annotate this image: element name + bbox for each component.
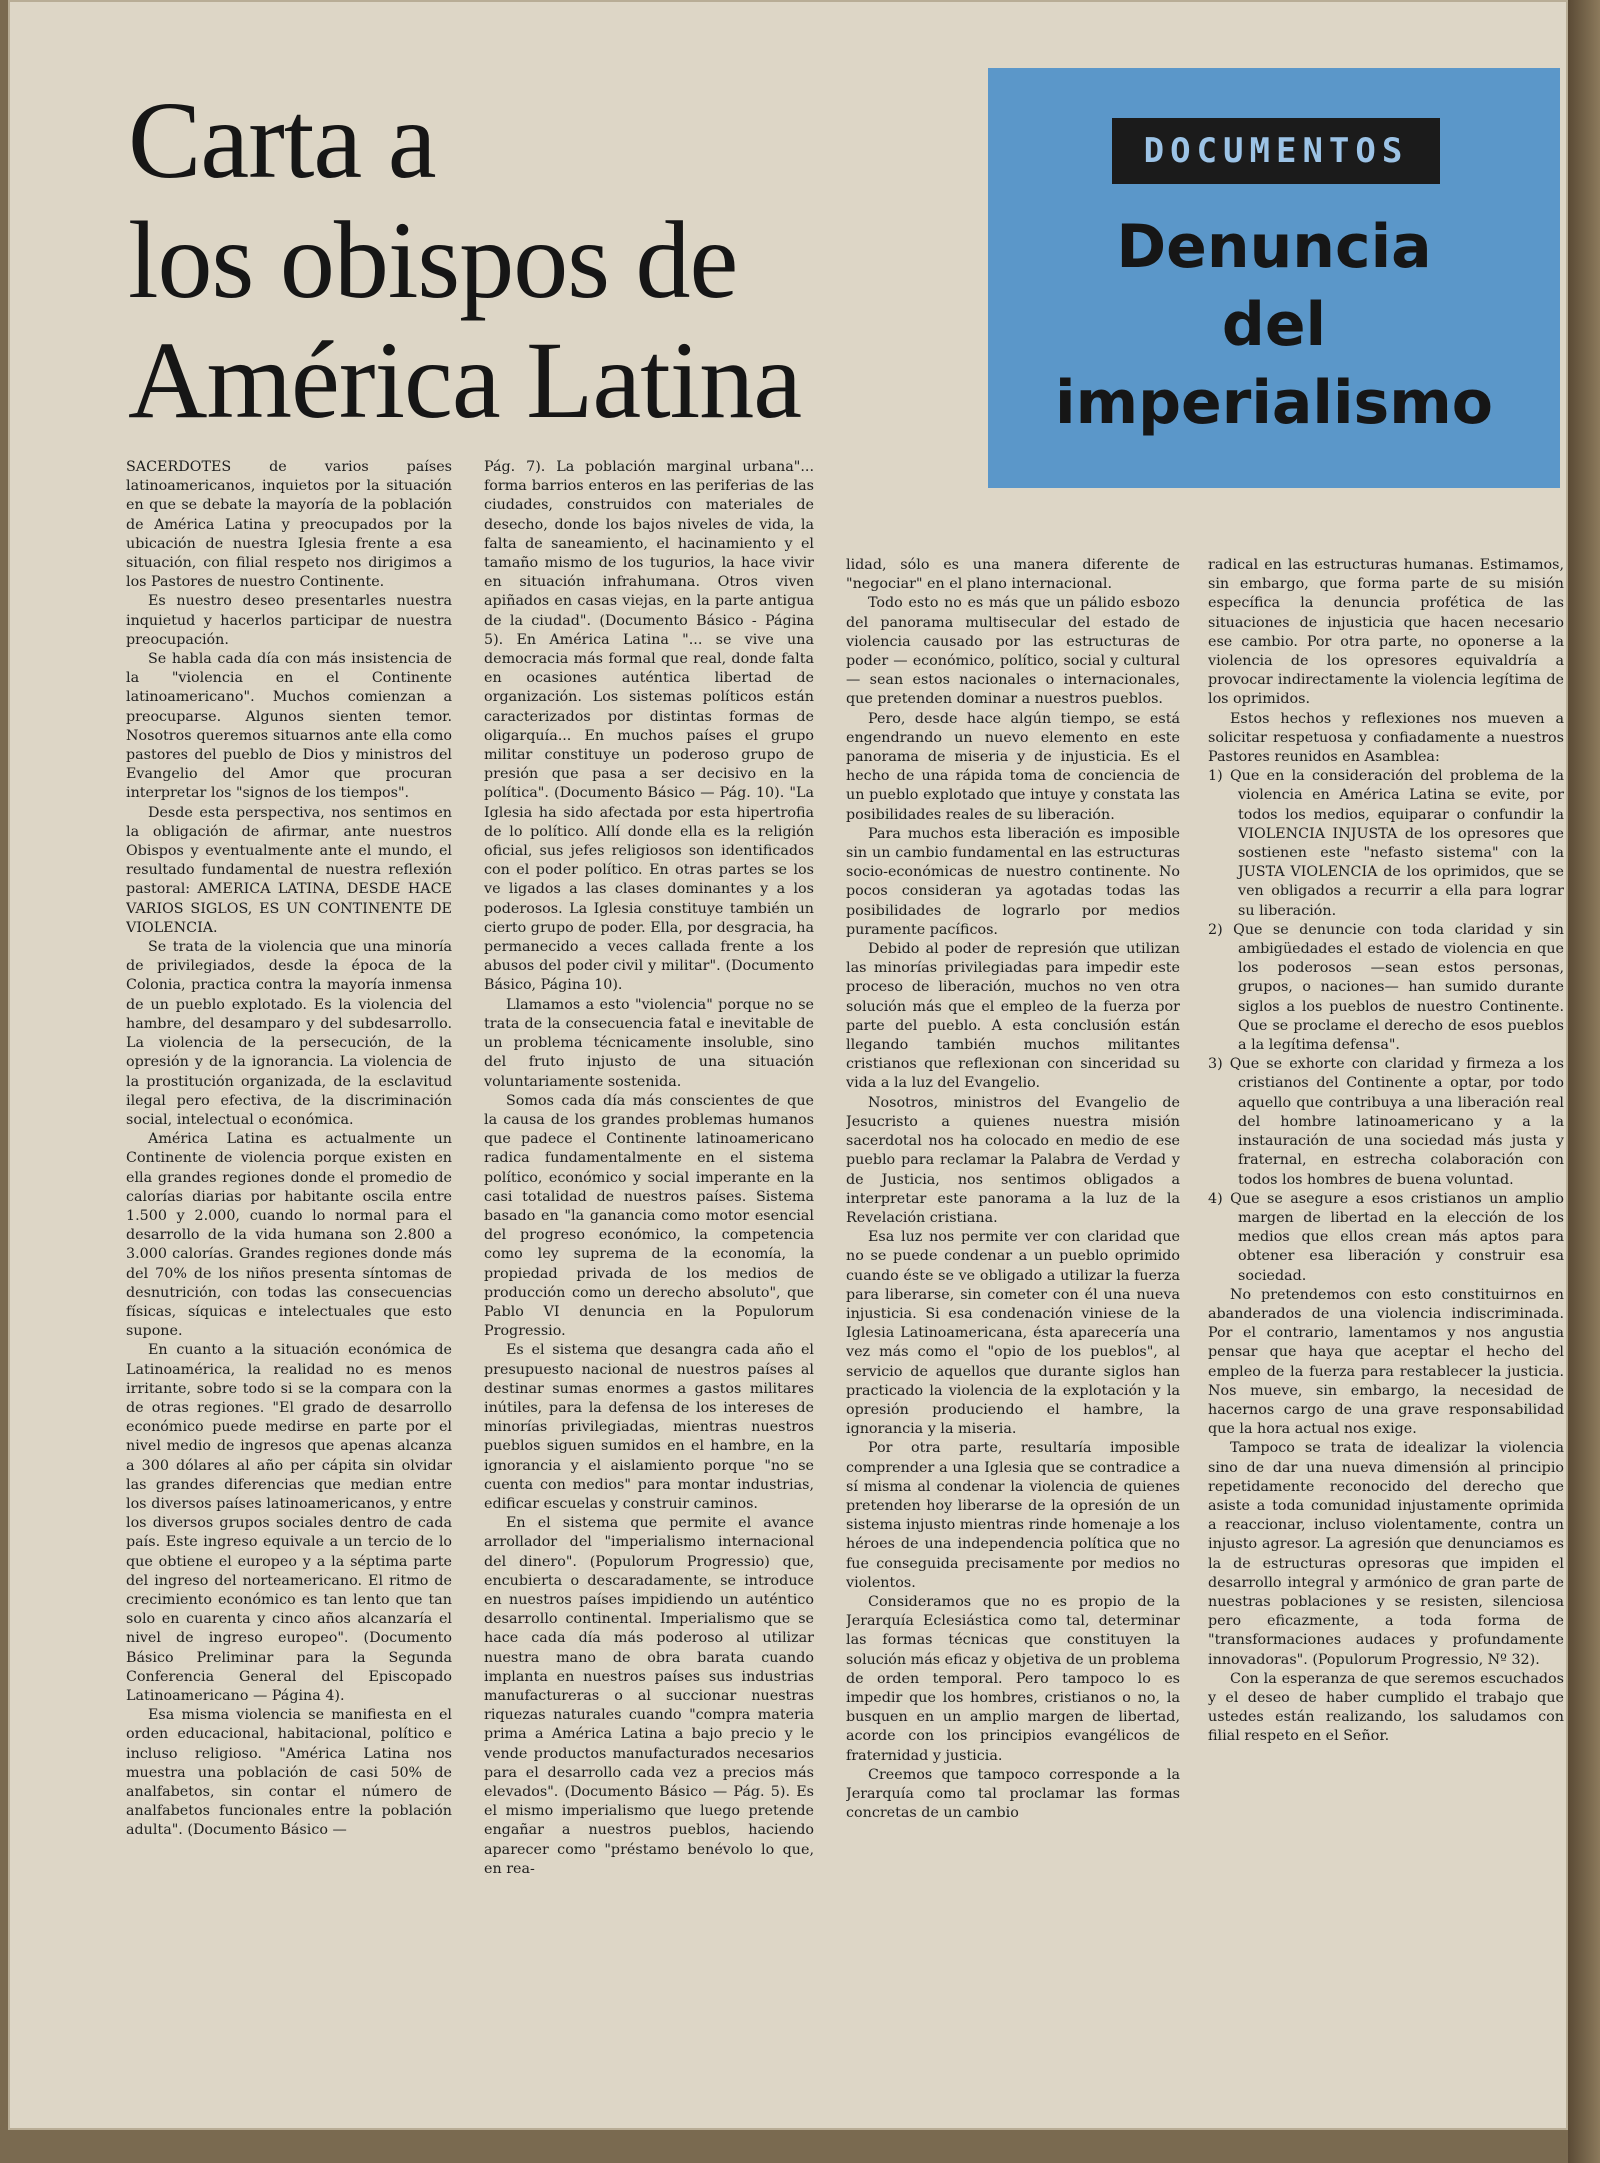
binding-spine [1568,0,1600,2163]
paragraph: Por otra parte, resultaría imposible comprender a una Iglesia que se contradice a sí misma al condenar la violencia de quienes pretenden hoy liberarse de la opresión de un sistema injusto mientras rinde homenaje a los héroes de una independencia política que no fue conseguida precisamente por medios no violentos. [846,1440,1180,1591]
article-title-line: Carta a [128,79,436,201]
article-title-line: los obispos de [128,199,738,321]
paragraph: No pretendemos con esto constituirnos en abanderados de una violencia indiscriminada. Por el contrario, lamentamos y nos angustia pensar que haya que aceptar el hecho del empleo de la fuerza para restablecer la justicia. Nos mueve, sin embargo, la necesidad de hacernos cargo de una grave responsabilidad que la hora actual nos exige. [1208,1286,1564,1438]
paragraph: Creemos que tampoco corresponde a la Jerarquía como tal proclamar las formas concretas de un cambio [846,1766,1180,1822]
text-column-3 [846,556,1180,1980]
paragraph: Pág. 7). La población marginal urbana"... forma barrios enteros en las periferias de las ciudades, construidos con materiales de desecho, donde los bajos niveles de vida, la falta de saneamiento, el hacinamiento y el tamaño mismo de los tugurios, la hace vivir en situación infrahumana. Otros viven apiñados en casas viejas, en la parte antigua de la ciudad". (Documento Básico - Página 5). En América Latina "... se vive una democracia más formal que real, donde falta en ocasiones auténtica libertad de organización. Los sistemas políticos están caracterizados por distintas formas de oligarquía... En muchos países el grupo militar constituye un poderoso grupo de presión que pasa a ser decisivo en la política". (Documento Básico — Pág. 10). "La Iglesia ha sido afectada por esta hipertrofia de lo político. Allí donde ella es la religión oficial, sus jefes religiosos son identificados con el poder político. En otras partes se los ve ligados a las clases dominantes y a los poderosos. La Iglesia constituye también un cierto grupo de poder. Ella, por desgracia, ha permanecido a veces callada frente a los abusos del poder civil y militar". (Documento Básico, Página 10). [484,459,814,994]
article-title-line: América Latina [128,319,802,441]
paragraph: lidad, sólo es una manera diferente de "negociar" en el plano internacional. [846,557,1180,593]
numbered-request: 1) Que en la consideración del problema de la violencia en América Latina se evite, por todos los medios, equiparar o confundir la VIOLENCIA INJUSTA de los opresores que sostienen este "nefasto sistema" con la JUSTA VIOLENCIA de los oprimidos, que se ven obligados a recurrir a ella para lograr su liberación. [1208,768,1564,919]
paragraph: Todo esto no es más que un pálido esbozo del panorama multisecular del estado de violencia causado por las estructuras de poder — económico, político, social y cultural— sean estos nacionales o internacionales, que pretenden dominar a nuestros pueblos. [846,595,1180,708]
paragraph: Tampoco se trata de idealizar la violencia sino de dar una nueva dimensión al principio repetidamente reconocido del derecho que asiste a toda comunidad injustamente oprimida a reaccionar, incluso violentamente, contra un injusto agresor. La agresión que denunciamos es la de estructuras opresoras que impiden el desarrollo integral y armónico de gran parte de nuestras poblaciones y se resisten, silenciosa pero eficazmente, a toda forma de "transformaciones audaces y profundamente innovadoras". (Populorum Progressio, Nº 32). [1208,1440,1564,1668]
section-box [988,68,1560,488]
paragraph: Debido al poder de represión que utilizan las minorías privilegiadas para impedir este proceso de liberación, muchos no ven otra solución más que el empleo de la fuerza por parte del pueblo. A esta conclusión están llegando también muchos militantes cristianos que reflexionan con sinceridad su vida a la luz del Evangelio. [846,941,1180,1092]
paragraph: SACERDOTES de varios países latinoamericanos, inquietos por la situación en que se debate la mayoría de la población de América Latina y preocupados por la ubicación de nuestra Iglesia frente a esa situación, con filial respeto nos dirigimos a los Pastores de nuestro Continente. [126,459,452,591]
numbered-request: 2) Que se denuncie con toda claridad y sin ambigüedades el estado de violencia en que los poderosos —sean estos personas, grupos, o naciones— han sumido durante siglos a los pueblos de nuestro Continente. Que se proclame el derecho de esos pueblos a la legítima defensa". [1208,921,1564,1054]
paragraph: Se habla cada día con más insistencia de la "violencia en el Continente latinoamericano". Muchos comienzan a preocuparse. Algunos sienten temor. Nosotros queremos situarnos ante ella como pastores del pueblo de Dios y ministros del Evangelio del Amor que procuran interpretar los "signos de los tiempos". [126,651,452,802]
paragraph: Nosotros, ministros del Evangelio de Jesucristo a quienes nuestra misión sacerdotal nos ha colocado en medio de ese pueblo para reclamar la Palabra de Verdad y de Justicia, nos sentimos obligados a interpretar este panorama a la luz de la Revelación cristiana. [846,1094,1180,1226]
paragraph: Desde esta perspectiva, nos sentimos en la obligación de afirmar, ante nuestros Obispos y eventualmente ante el mundo, el resultado fundamental de nuestra reflexión pastoral: AMERICA LATINA, DESDE HACE VARIOS SIGLOS, ES UN CONTINENTE DE VIOLENCIA. [126,804,452,936]
paragraph: Es nuestro deseo presentarles nuestra inquietud y hacerlos participar de nuestra preocupación. [126,593,452,648]
text-column-2 [484,458,814,1978]
newspaper-page [8,0,1568,2130]
numbered-request: 3) Que se exhorte con claridad y firmeza a los cristianos del Continente a optar, por todo aquello que contribuya a una liberación real del hombre latinoamericano y a la instauración de una sociedad más justa y fraternal, en estrecha colaboración con todos los hombres de buena voluntad. [1208,1056,1564,1188]
paragraph: Se trata de la violencia que una minoría de privilegiados, desde la época de la Colonia, practica contra la mayoría inmensa de un pueblo explotado. Es la violencia del hambre, del desamparo y del subdesarrollo. La violencia de la persecución, de la opresión y de la ignorancia. La violencia de la prostitución organizada, de la esclavitud ilegal pero efectiva, de la discriminación social, intelectual o económica. [126,939,452,1128]
section-headline-line: Denuncia [1116,212,1432,282]
paragraph: Para muchos esta liberación es imposible sin un cambio fundamental en las estructuras socio-económicas de nuestro continente. No pocos consideran ya agotadas todas las posibilidades de lograrlo por medios puramente pacíficos. [846,825,1180,938]
numbered-request: 4) Que se asegure a esos cristianos un amplio margen de libertad en la elección de los medios que ellos crean más aptos para obtener esa liberación y construir esa sociedad. [1208,1190,1564,1284]
paragraph: América Latina es actualmente un Continente de violencia porque existen en ella grandes regiones donde el promedio de calorías diarias por habitante oscila entre 1.500 y 2.000, cuando lo normal para el desarrollo de la vida humana son 2.800 a 3.000 calorías. Grandes regiones donde más del 70% de los niños presenta síntomas de desnutrición, con todas las consecuencias físicas, síquicas e intelectuales que esto supone. [126,1131,452,1340]
paragraph: Esa luz nos permite ver con claridad que no se puede condenar a un pueblo oprimido cuando éste se ve obligado a utilizar la fuerza para liberarse, sin cometer con él una nueva injusticia. Si esa condenación viniese de la Iglesia Latinoamericana, ésta aparecería una vez más como el "opio de los pueblos", al servicio de aquellos que durante siglos han practicado la violencia de la explotación y la opresión produciendo el hambre, la ignorancia y la miseria. [846,1229,1180,1438]
paragraph: Con la esperanza de que seremos escuchados y el deseo de haber cumplido el trabajo que ustedes están realizando, los saludamos con filial respeto en el Señor. [1208,1670,1564,1745]
text-column-4 [1208,556,1564,1980]
paragraph: Esa misma violencia se manifiesta en el orden educacional, habitacional, político e incluso religioso. "América Latina nos muestra una población de casi 50% de analfabetos, sin contar el número de analfabetos funcionales entre la población adulta". (Documento Básico — [126,1707,452,1839]
section-headline [988,208,1560,442]
paragraph: Llamamos a esto "violencia" porque no se trata de la consecuencia fatal e inevitable de un problema técnicamente insoluble, sino del fruto injusto de una situación voluntariamente sostenida. [484,996,814,1090]
paragraph: radical en las estructuras humanas. Estimamos, sin embargo, que forma parte de su misión específica la denuncia profética de las situaciones de injusticia que hacen necesario ese cambio. Por otra parte, no oponerse a la violencia de los opresores equivaldría a provocar indirectamente la violencia legítima de los oprimidos. [1208,557,1564,708]
paragraph: En cuanto a la situación económica de Latinoamérica, la realidad no es menos irritante, sobre todo si se la compara con la de otras regiones. "El grado de desarrollo económico puede medirse en parte por el nivel medio de ingresos que apenas alcanza a 300 dólares al año per cápita sin olvidar las grandes diferencias que median entre los diversos países latinoamericanos, y entre los diversos grupos sociales dentro de cada país. Este ingreso equivale a un tercio de lo que obtiene el europeo y a la séptima parte del ingreso del norteamericano. El ritmo de crecimiento económico es tan lento que tan solo en cuarenta y cinco años alcanzaría el nivel de ingreso europeo". (Documento Básico Preliminar para la Segunda Conferencia General del Episcopado Latinoamericano — Página 4). [126,1342,452,1704]
paragraph: Consideramos que no es propio de la Jerarquía Eclesiástica como tal, determinar las formas técnicas que constituyen la solución más eficaz y objetiva de un problema de orden temporal. Pero tampoco lo es impedir que los hombres, cristianos o no, la busquen en un amplio margen de libertad, acorde con los principios evangélicos de fraternidad y justicia. [846,1593,1180,1764]
paragraph: Estos hechos y reflexiones nos mueven a solicitar respetuosa y confiadamente a nuestros Pastores reunidos en Asamblea: [1208,710,1564,766]
section-headline-line: imperialismo [1055,368,1493,438]
text-column-1 [126,458,452,1978]
paragraph: Pero, desde hace algún tiempo, se está engendrando un nuevo elemento en este panorama de miseria y de injusticia. Es el hecho de una rápida toma de conciencia de un pueblo explotado que intuye y constata las posibilidades reales de su liberación. [846,710,1180,823]
paragraph: Somos cada día más conscientes de que la causa de los grandes problemas humanos que padece el Continente latinoamericano radica fundamentalmente en el sistema político, económico y social imperante en la casi totalidad de nuestros países. Sistema basado en "la ganancia como motor esencial del progreso económico, la competencia como ley suprema de la economía, la propiedad privada de los medios de producción como un derecho absoluto", que Pablo VI denuncia en la Populorum Progressio. [484,1092,814,1340]
article-title [128,80,888,440]
section-label: DOCUMENTOS [1112,118,1440,184]
section-headline-line: del [1221,290,1327,360]
paragraph: En el sistema que permite el avance arrollador del "imperialismo internacional del dinero". (Populorum Progressio) que, encubierta o descaradamente, se introduce en nuestros países impidiendo un auténtico desarrollo continental. Imperialismo que se hace cada día más poderoso al utilizar nuestra mano de obra barata cuando implanta en nuestros países sus industrias manufactureras o al succionar nuestras riquezas naturales cuando "compra materia prima a América Latina a bajo precio y le vende productos manufacturados necesarios para el desarrollo cada vez a precios más elevados". (Documento Básico — Pág. 5). Es el mismo imperialismo que luego pretende engañar a nuestros pueblos, haciendo aparecer como "préstamo benévolo lo que, en rea- [484,1515,814,1877]
paragraph: Es el sistema que desangra cada año el presupuesto nacional de nuestros países al destinar sumas enormes a gastos militares inútiles, para la defensa de los intereses de minorías privilegiadas, mientras nuestros pueblos siguen sumidos en el hambre, en la ignorancia y el aislamiento porque "no se cuenta con medios" para montar industrias, edificar escuelas y construir caminos. [484,1342,814,1512]
